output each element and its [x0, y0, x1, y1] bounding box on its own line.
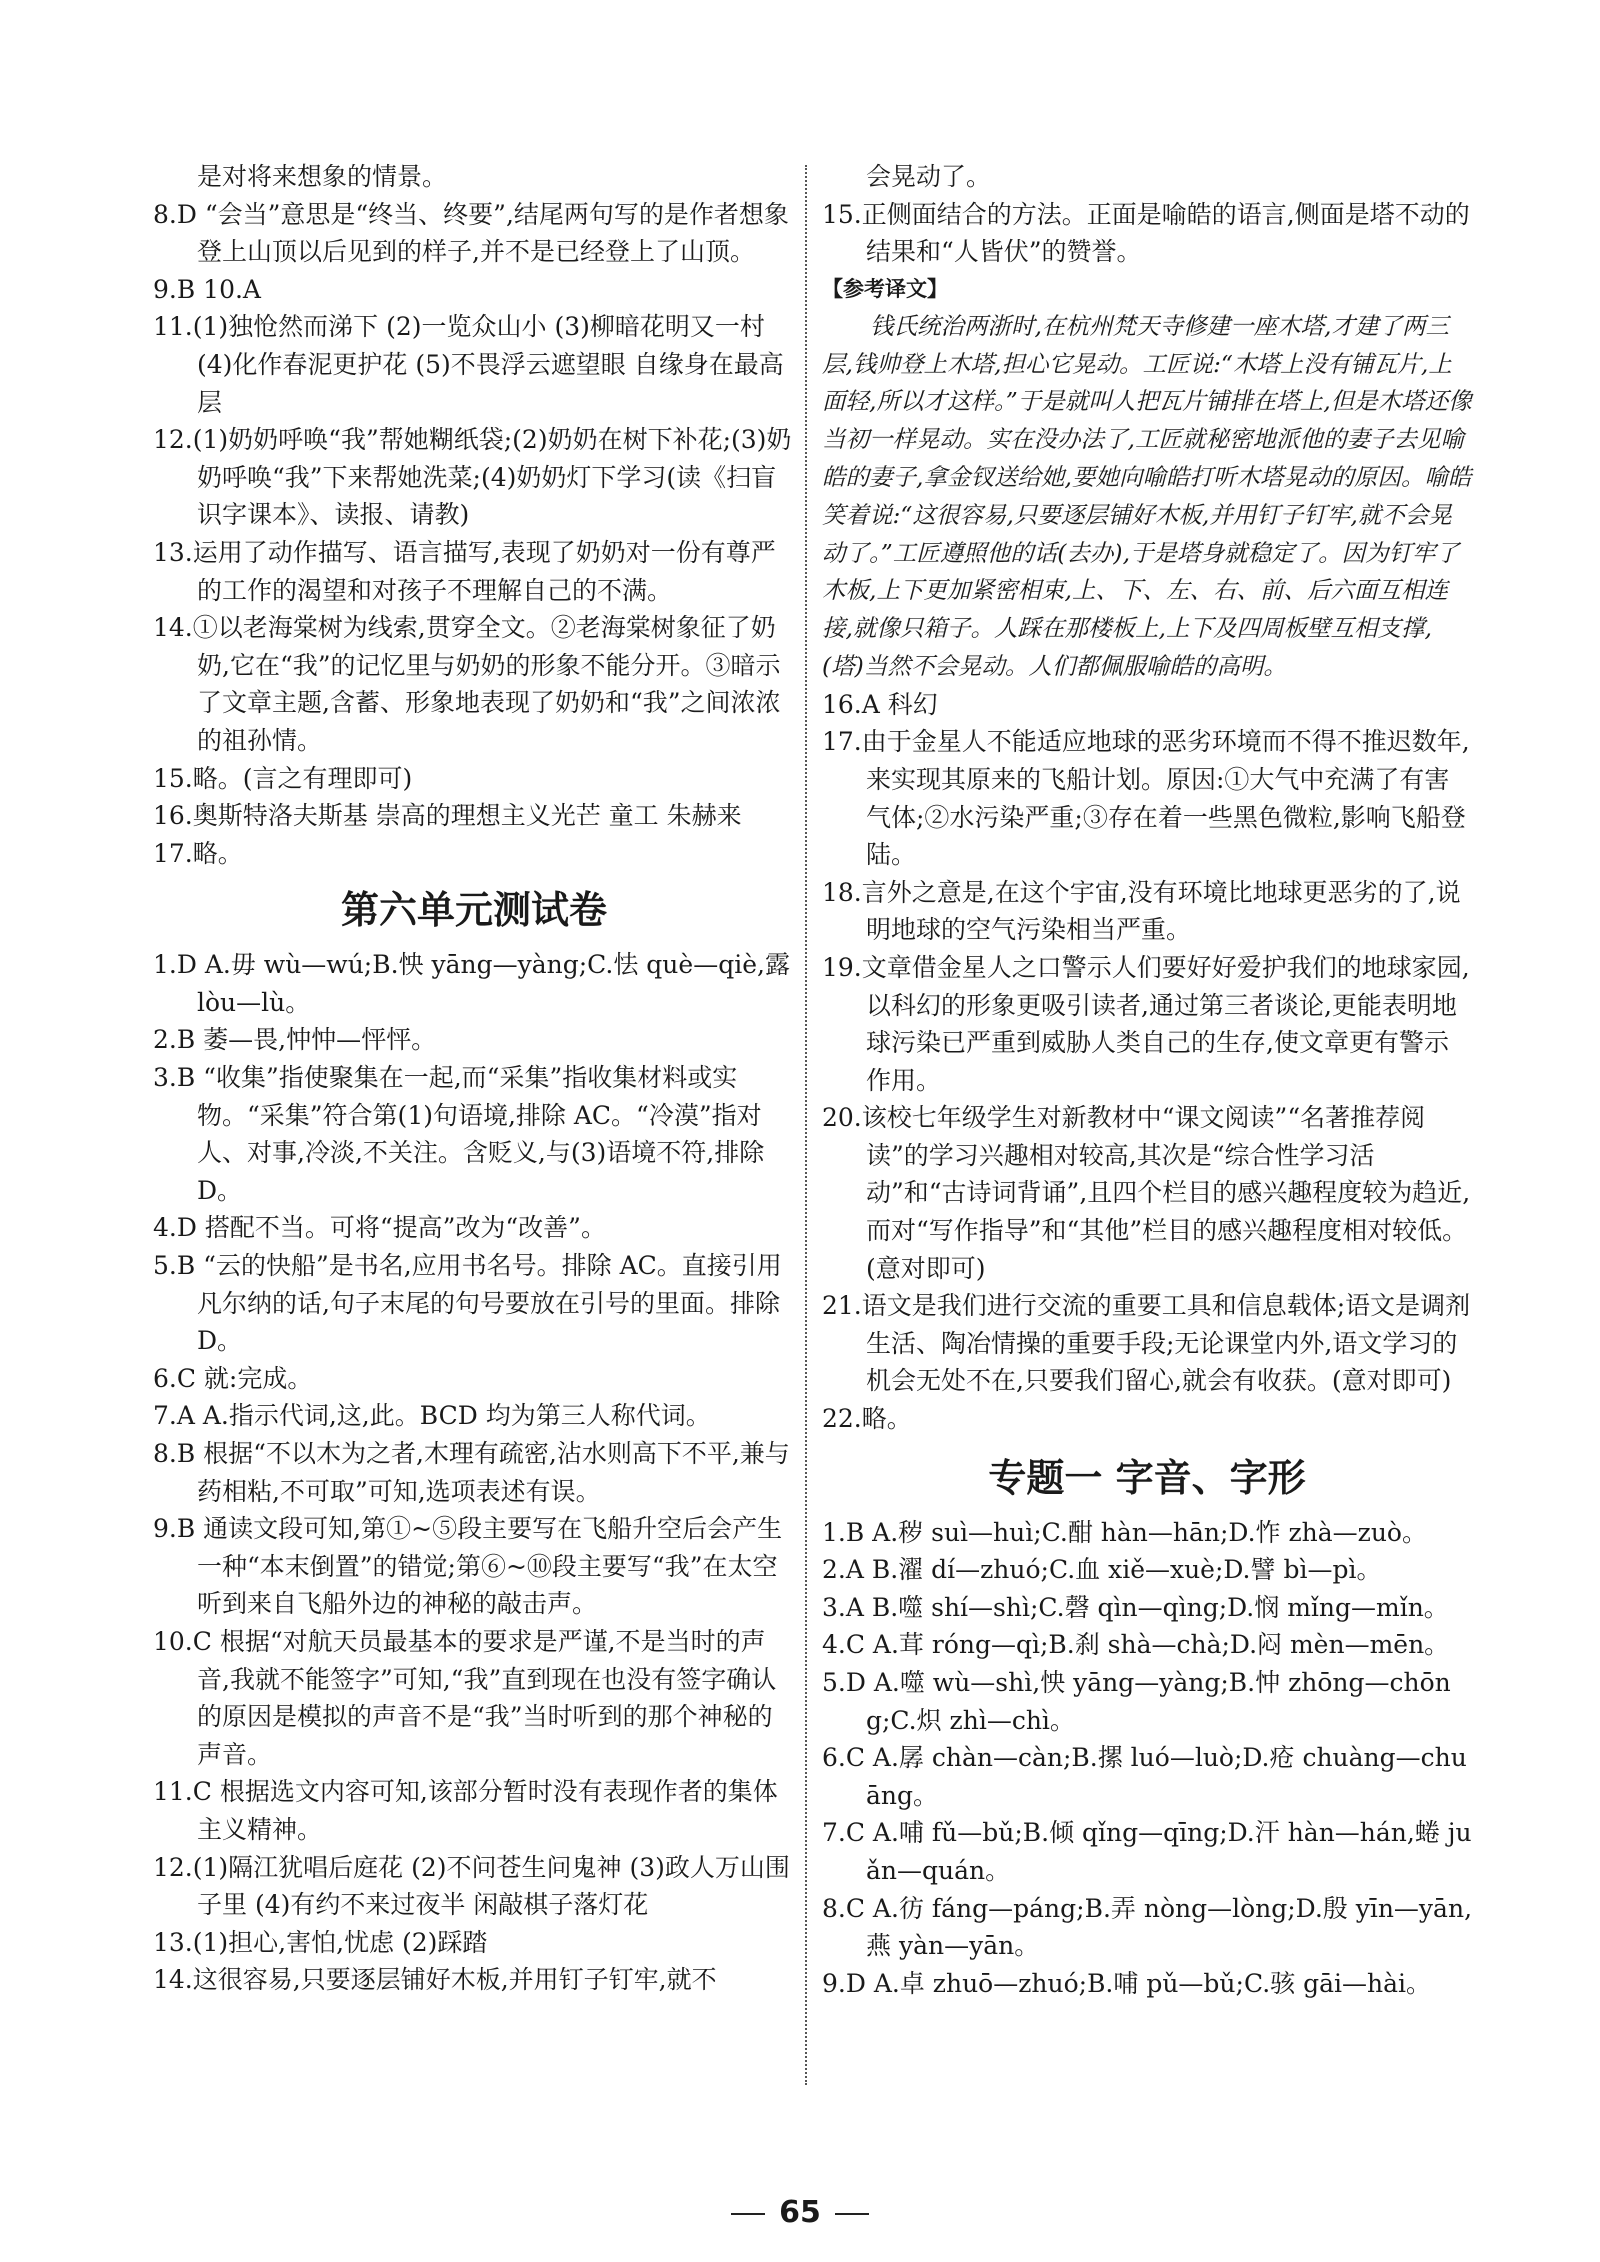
- answer-item: 17.由于金星人不能适应地球的恶劣环境而不得不推迟数年,来实现其原来的飞船计划。原因:①大气中充满了有害气体;②水污染严重;③存在着一些黑色微粒,影响飞船登陆。: [822, 727, 1470, 870]
- answer-item: 2.A B.濯 dí—zhuó;C.血 xiě—xuè;D.譬 bì—pì。: [822, 1555, 1382, 1585]
- answer-item: 5.B “云的快船”是书名,应用书名号。排除 AC。直接引用凡尔纳的话,句子末尾的句号要放在引号的里面。排除 D。: [153, 1251, 782, 1356]
- page-number-text: 65: [779, 2195, 821, 2230]
- answer-item: 22.略。: [822, 1404, 912, 1434]
- answer-item: 8.C A.彷 fáng—páng;B.弄 nòng—lòng;D.殷 yīn—yān,燕 yàn—yān。: [822, 1893, 1473, 1961]
- text-line: 会晃动了。: [866, 162, 992, 191]
- answer-item: 14.这很容易,只要逐层铺好木板,并用钉子钉牢,就不: [153, 1965, 717, 1995]
- answer-item: 11.(1)独怆然而涕下 (2)一览众山小 (3)柳暗花明又一村 (4)化作春泥更护花 (5)不畏浮云遮望眼 自缘身在最高层: [153, 312, 784, 417]
- answer-item: 8.D “会当”意思是“终当、终要”,结尾两句写的是作者想象登上山顶以后见到的样子,并不是已经登上了山顶。: [153, 199, 789, 267]
- page-number: [0, 2195, 1600, 2230]
- answer-item: 12.(1)隔江犹唱后庭花 (2)不问苍生问鬼神 (3)政人万山围子里 (4)有约不来过夜半 闲敲棋子落灯花: [153, 1852, 790, 1920]
- reference-translation-label: 【参考译文】: [822, 276, 948, 301]
- answer-item: 19.文章借金星人之口警示人们要好好爱护我们的地球家园,以科幻的形象更吸引读者,通过第三者谈论,更能表明地球污染已严重到威胁人类自己的生存,使文章更有警示作用。: [822, 952, 1470, 1095]
- answer-item: 3.A B.噬 shí—shì;C.磬 qìn—qìng;D.悯 mǐng—mǐn。: [822, 1592, 1449, 1622]
- answer-item: 6.C 就:完成。: [153, 1363, 313, 1393]
- answer-item: 16.奥斯特洛夫斯基 崇高的理想主义光芒 童工 朱赫来: [153, 801, 742, 831]
- answer-item: 9.D A.卓 zhuō—zhuó;B.哺 pǔ—bǔ;C.骇 gāi—hài。: [822, 1968, 1431, 1998]
- answer-item: 15.正侧面结合的方法。正面是喻皓的语言,侧面是塔不动的结果和“人皆伏”的赞誉。: [822, 199, 1470, 267]
- column-divider: [805, 165, 807, 2085]
- text-line: 是对将来想象的情景。: [197, 162, 448, 191]
- answer-item: 4.D 搭配不当。可将“提高”改为“改善”。: [153, 1213, 606, 1243]
- answer-item: 4.C A.茸 róng—qì;B.刹 shà—chà;D.闷 mèn—mēn。: [822, 1630, 1450, 1660]
- section-title: 专题一 字音、字形: [988, 1455, 1306, 1500]
- answer-item: 16.A 科幻: [822, 689, 938, 719]
- right-column: [822, 158, 1472, 2002]
- answer-item: 15.略。(言之有理即可): [153, 763, 413, 793]
- answer-item: 12.(1)奶奶呼唤“我”帮她糊纸袋;(2)奶奶在树下补花;(3)奶奶呼唤“我”下来帮她洗菜;(4)奶奶灯下学习(读《扫盲识字课本》、读报、请教): [153, 425, 792, 530]
- section-title: 第六单元测试卷: [340, 888, 607, 933]
- answer-item: 8.B 根据“不以木为之者,木理有疏密,沾水则高下不平,兼与药相粘,不可取”可知,选项表述有误。: [153, 1439, 790, 1506]
- answer-item: 17.略。: [153, 838, 243, 868]
- answer-item: 6.C A.孱 chàn—càn;B.摞 luó—luò;D.疮 chuàng—chuāng。: [822, 1743, 1467, 1810]
- answer-item: 14.①以老海棠树为线索,贯穿全文。②老海棠树象征了奶奶,它在“我”的记忆里与奶奶的形象不能分开。③暗示了文章主题,含蓄、形象地表现了奶奶和“我”之间浓浓的祖孙情。: [153, 613, 781, 755]
- page-number-dash-left: [731, 2213, 765, 2215]
- answer-item: 20.该校七年级学生对新教材中“课文阅读”“名著推荐阅读”的学习兴趣相对较高,其次是“综合性学习活动”和“古诗词背诵”,且四个栏目的感兴趣程度较为趋近,而对“写作指导”和“其他”栏目的感兴趣程度相对较低。(意对即可): [822, 1103, 1471, 1283]
- answer-item: 9.B 10.A: [153, 274, 261, 304]
- answer-item: 2.B 萎—畏,忡忡—怦怦。: [153, 1025, 437, 1055]
- answer-item: 21.语文是我们进行交流的重要工具和信息载体;语文是调剂生活、陶冶情操的重要手段;无论课堂内外,语文学习的机会无处不在,只要我们留心,就会有收获。(意对即可): [822, 1291, 1471, 1396]
- answer-item: 13.运用了动作描写、语言描写,表现了奶奶对一份有尊严的工作的渴望和对孩子不理解自己的不满。: [153, 537, 776, 605]
- left-column: [153, 158, 795, 1999]
- answer-item: 11.C 根据选文内容可知,该部分暂时没有表现作者的集体主义精神。: [153, 1777, 778, 1844]
- answer-item: 3.B “收集”指使聚集在一起,而“采集”指收集材料或实物。“采集”符合第(1)句语境,排除 AC。“冷漠”指对人、对事,冷淡,不关注。含贬义,与(3)语境不符,排除 D。: [153, 1063, 765, 1205]
- answer-item: 9.B 通读文段可知,第①~⑤段主要写在飞船升空后会产生一种“本末倒置”的错觉;第⑥~⑩段主要写“我”在太空听到来自飞船外边的神秘的敲击声。: [153, 1514, 783, 1619]
- answer-item: 13.(1)担心,害怕,忧虑 (2)踩踏: [153, 1927, 488, 1957]
- answer-item: 18.言外之意是,在这个宇宙,没有环境比地球更恶劣的了,说明地球的空气污染相当严重。: [822, 877, 1461, 945]
- answer-item: 10.C 根据“对航天员最基本的要求是严谨,不是当时的声音,我就不能签字”可知,“我”直到现在也没有签字确认的原因是模拟的声音不是“我”当时听到的那个神秘的声音。: [153, 1626, 777, 1769]
- reference-translation: 钱氏统治两浙时,在杭州梵天寺修建一座木塔,才建了两三层,钱帅登上木塔,担心它晃动。工匠说:“木塔上没有铺瓦片,上面轻,所以才这样。”于是就叫人把瓦片铺排在塔上,但是木塔还像当初一样晃动。实在没办法了,工匠就秘密地派他的妻子去见喻皓的妻子,拿金钗送给她,要她向喻皓打听木塔晃动的原因。喻皓笑着说:“这很容易,只要逐层铺好木板,并用钉子钉牢,就不会晃动了。”工匠遵照他的话(去办),于是塔身就稳定了。因为钉牢了木板,上下更加紧密相束,上、下、左、右、前、后六面互相连接,就像只箱子。人踩在那楼板上,上下及四周板壁互相支撑,(塔)当然不会晃动。人们都佩服喻皓的高明。: [822, 311, 1472, 680]
- answer-item: 7.A A.指示代词,这,此。BCD 均为第三人称代词。: [153, 1401, 711, 1431]
- answer-item: 1.D A.毋 wù—wú;B.怏 yāng—yàng;C.怯 què—qiè,露 lòu—lù。: [153, 950, 790, 1017]
- page-number-dash-right: [835, 2213, 869, 2215]
- answer-item: 7.C A.哺 fǔ—bǔ;B.倾 qǐng—qīng;D.汗 hàn—hán,蜷 juǎn—quán。: [822, 1818, 1472, 1885]
- answer-item: 5.D A.噬 wù—shì,怏 yāng—yàng;B.忡 zhōng—chōng;C.炽 zhì—chì。: [822, 1668, 1451, 1735]
- answer-item: 1.B A.秽 suì—huì;C.酣 hàn—hān;D.怍 zhà—zuò。: [822, 1517, 1427, 1547]
